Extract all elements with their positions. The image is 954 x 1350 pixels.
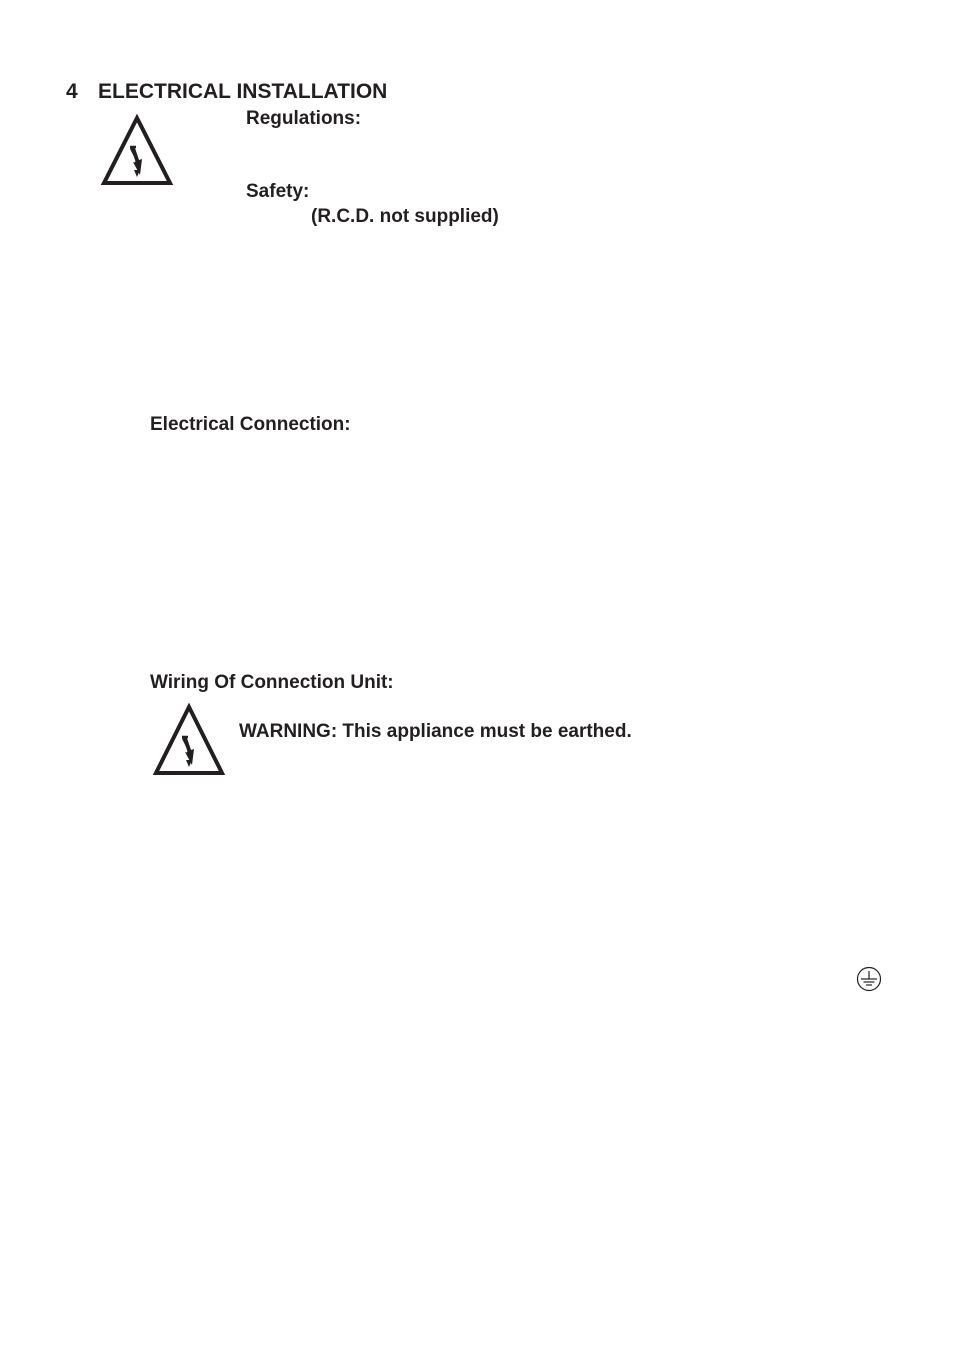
earth-ground-icon xyxy=(856,966,882,992)
electrical-hazard-icon xyxy=(100,114,174,186)
section-number: 4 xyxy=(66,80,78,103)
electrical-connection-label: Electrical Connection: xyxy=(150,414,351,435)
earthing-warning: WARNING: This appliance must be earthed. xyxy=(239,721,632,742)
safety-label: Safety: xyxy=(246,181,310,202)
electrical-hazard-icon xyxy=(152,703,226,776)
wiring-label: Wiring Of Connection Unit: xyxy=(150,672,394,693)
regulations-label: Regulations: xyxy=(246,108,362,129)
section-title: ELECTRICAL INSTALLATION xyxy=(98,80,388,103)
safety-note: (R.C.D. not supplied) xyxy=(311,206,499,227)
